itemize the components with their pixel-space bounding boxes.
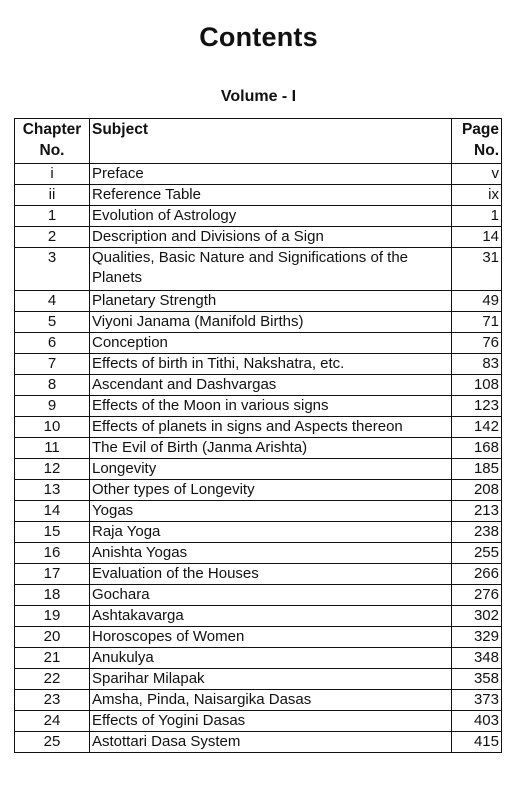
- chapter-subject: Anukulya: [90, 648, 452, 669]
- chapter-subject: Horoscopes of Women: [90, 627, 452, 648]
- page-number: 185: [452, 459, 502, 480]
- table-row: [15, 711, 502, 732]
- chapter-number: 21: [15, 648, 90, 669]
- chapter-subject: Viyoni Janama (Manifold Births): [90, 312, 452, 333]
- table-row: [15, 459, 502, 480]
- table-row: [15, 312, 502, 333]
- chapter-subject: Ascendant and Dashvargas: [90, 375, 452, 396]
- table-body: [15, 164, 502, 753]
- table-row: [15, 543, 502, 564]
- table-row: [15, 648, 502, 669]
- table-row: [15, 354, 502, 375]
- chapter-subject: Evaluation of the Houses: [90, 564, 452, 585]
- page-number: 1: [452, 206, 502, 227]
- chapter-number: 14: [15, 501, 90, 522]
- chapter-subject: Effects of birth in Tithi, Nakshatra, etc.: [90, 354, 452, 375]
- chapter-subject: Other types of Longevity: [90, 480, 452, 501]
- chapter-number: 12: [15, 459, 90, 480]
- chapter-number: 5: [15, 312, 90, 333]
- chapter-number: 4: [15, 291, 90, 312]
- chapter-subject: Longevity: [90, 459, 452, 480]
- chapter-column-header: [15, 119, 90, 164]
- chapter-subject: Astottari Dasa System: [90, 732, 452, 753]
- page-number: 329: [452, 627, 502, 648]
- page-number: 348: [452, 648, 502, 669]
- page-header-line2: No.: [474, 142, 499, 159]
- page-number: 83: [452, 354, 502, 375]
- page-number: 123: [452, 396, 502, 417]
- table-row: [15, 585, 502, 606]
- chapter-subject: Anishta Yogas: [90, 543, 452, 564]
- chapter-number: 23: [15, 690, 90, 711]
- table-header-row: [15, 119, 502, 164]
- page-number: ix: [452, 185, 502, 206]
- chapter-number: 1: [15, 206, 90, 227]
- chapter-number: 8: [15, 375, 90, 396]
- page-number: 31: [452, 248, 502, 291]
- chapter-subject: Preface: [90, 164, 452, 185]
- chapter-number: ii: [15, 185, 90, 206]
- table-row: [15, 291, 502, 312]
- table-row: [15, 732, 502, 753]
- chapter-subject: Qualities, Basic Nature and Significations of the Planets: [90, 248, 452, 291]
- table-row: [15, 248, 502, 291]
- chapter-number: 7: [15, 354, 90, 375]
- page-number: 71: [452, 312, 502, 333]
- subject-column-header: Subject: [90, 119, 452, 164]
- chapter-number: 24: [15, 711, 90, 732]
- chapter-subject: Planetary Strength: [90, 291, 452, 312]
- page-number: 168: [452, 438, 502, 459]
- page-header-line1: Page: [461, 121, 499, 138]
- page-number: 373: [452, 690, 502, 711]
- chapter-number: 13: [15, 480, 90, 501]
- table-row: [15, 396, 502, 417]
- chapter-subject: Reference Table: [90, 185, 452, 206]
- table-row: [15, 606, 502, 627]
- table-row: [15, 501, 502, 522]
- table-row: [15, 564, 502, 585]
- chapter-number: 19: [15, 606, 90, 627]
- page-number: 108: [452, 375, 502, 396]
- chapter-subject: Effects of planets in signs and Aspects thereon: [90, 417, 452, 438]
- chapter-number: 20: [15, 627, 90, 648]
- table-row: [15, 438, 502, 459]
- chapter-number: 2: [15, 227, 90, 248]
- chapter-number: 11: [15, 438, 90, 459]
- page-number: 142: [452, 417, 502, 438]
- table-row: [15, 690, 502, 711]
- page-number: 358: [452, 669, 502, 690]
- page-number: 266: [452, 564, 502, 585]
- page-number: 76: [452, 333, 502, 354]
- table-row: [15, 164, 502, 185]
- page-number: 403: [452, 711, 502, 732]
- chapter-header-line2: No.: [39, 142, 65, 159]
- chapter-number: 25: [15, 732, 90, 753]
- table-row: [15, 375, 502, 396]
- chapter-subject: Gochara: [90, 585, 452, 606]
- table-row: [15, 227, 502, 248]
- chapter-number: 16: [15, 543, 90, 564]
- chapter-subject: Sparihar Milapak: [90, 669, 452, 690]
- page-number: 14: [452, 227, 502, 248]
- chapter-subject: Evolution of Astrology: [90, 206, 452, 227]
- chapter-subject: Raja Yoga: [90, 522, 452, 543]
- page-number: 276: [452, 585, 502, 606]
- table-row: [15, 185, 502, 206]
- table-row: [15, 627, 502, 648]
- chapter-subject: Ashtakavarga: [90, 606, 452, 627]
- page-number: 49: [452, 291, 502, 312]
- chapter-subject: Yogas: [90, 501, 452, 522]
- chapter-number: i: [15, 164, 90, 185]
- page-number: 238: [452, 522, 502, 543]
- chapter-subject: Description and Divisions of a Sign: [90, 227, 452, 248]
- chapter-subject: The Evil of Birth (Janma Arishta): [90, 438, 452, 459]
- table-row: [15, 333, 502, 354]
- chapter-subject: Effects of the Moon in various signs: [90, 396, 452, 417]
- chapter-header-line1: Chapter: [22, 121, 82, 138]
- chapter-subject: Conception: [90, 333, 452, 354]
- chapter-subject: Amsha, Pinda, Naisargika Dasas: [90, 690, 452, 711]
- table-row: [15, 522, 502, 543]
- chapter-number: 6: [15, 333, 90, 354]
- chapter-number: 3: [15, 248, 90, 291]
- chapter-subject: Effects of Yogini Dasas: [90, 711, 452, 732]
- table-row: [15, 669, 502, 690]
- page-number: 302: [452, 606, 502, 627]
- chapter-number: 9: [15, 396, 90, 417]
- page-number: 415: [452, 732, 502, 753]
- chapter-number: 18: [15, 585, 90, 606]
- chapter-number: 22: [15, 669, 90, 690]
- page-number: v: [452, 164, 502, 185]
- page-number: 208: [452, 480, 502, 501]
- page-number: 255: [452, 543, 502, 564]
- table-row: [15, 417, 502, 438]
- page-title: Contents: [199, 22, 318, 52]
- chapter-number: 15: [15, 522, 90, 543]
- chapter-number: 17: [15, 564, 90, 585]
- volume-title: Volume - I: [220, 88, 297, 105]
- chapter-number: 10: [15, 417, 90, 438]
- page-column-header: [452, 119, 502, 164]
- table-row: [15, 480, 502, 501]
- table-row: [15, 206, 502, 227]
- page-number: 213: [452, 501, 502, 522]
- contents-table: [14, 118, 502, 753]
